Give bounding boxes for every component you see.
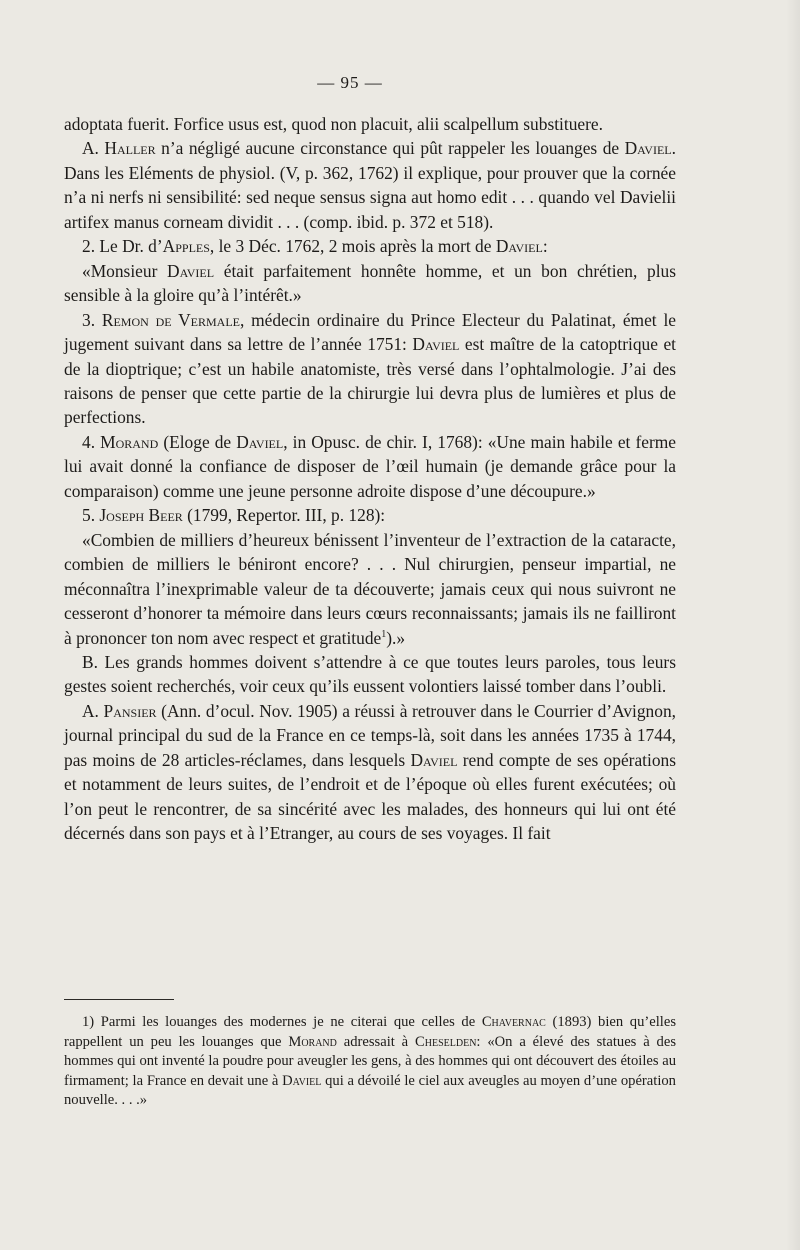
author-name: Chavernac bbox=[481, 1014, 546, 1030]
text-run: qui a dévoilé le ciel aux aveugles au moyen d’une opération nouvelle. . . .» bbox=[64, 1072, 676, 1108]
author-name: Cheselden bbox=[415, 1033, 477, 1050]
text-run: (Eloge de bbox=[158, 431, 237, 452]
text-run: rend compte de ses opérations et notamment de leurs suites, de l’endroit et de l’époque où elles furent exécutées; où l’on peut le rencontrer, de sa sincérité avec les malades, des honneurs qui lui ont été décernés dans son pays et à l’Etranger, au cours de ses voyages. Il fait bbox=[64, 749, 676, 844]
footnote-divider bbox=[64, 999, 174, 1000]
text-run: «Monsieur bbox=[82, 260, 168, 281]
text-run: «Combien de milliers d’heureux bénissent l’inventeur de l’extraction de la cataracte, combien de milliers le béniront encore? . . . Nul chirurgien, penseur impartial, ne méconnaîtra l’inexprimable valeur de ta découverte; jamais ceux qui nous suivront ne cesseront d’honorer ta mémoire dans leurs cœurs reconnaissants; jamais ils ne failliront à prononcer ton nom avec respect et gratitude bbox=[64, 529, 676, 648]
author-name: Remon de Vermale bbox=[101, 309, 240, 330]
author-name: Apples bbox=[162, 236, 210, 257]
author-name: Joseph Beer bbox=[99, 505, 183, 526]
paragraph bbox=[64, 136, 676, 234]
text-run: A. bbox=[82, 700, 104, 721]
text-run: A. bbox=[82, 138, 105, 159]
author-name: Morand bbox=[288, 1033, 337, 1050]
text-run: . Dans les Eléments de physiol. (V, p. 362, 1762) il explique, pour prouver que la cornée n’a ni nerfs ni sensibilité: sed neque sensus signa aut homo edit . . . quando vel Davielii artifex manus corneam dividit . . . (comp. ibid. p. 372 et 518). bbox=[64, 138, 676, 232]
author-name: Daviel bbox=[412, 334, 460, 355]
author-name: Daviel bbox=[624, 138, 672, 159]
text-run: adoptata fuerit. Forfice usus est, quod non placuit, alii scalpellum substituere. bbox=[64, 114, 603, 134]
paragraph bbox=[64, 308, 676, 430]
body-text bbox=[64, 112, 676, 846]
paragraph bbox=[64, 430, 676, 503]
text-run: adressait à bbox=[336, 1033, 416, 1050]
text-run: 2. Le Dr. d’ bbox=[82, 236, 163, 257]
text-run: (Ann. d’ocul. Nov. 1905) a réussi à retrouver dans le Courrier d’Avignon, journal principal du sud de la France en ce temps-là, soit dans les années 1735 à 1744, pas moins de 28 articles-réclames, dans lesquels bbox=[64, 700, 676, 770]
text-run: ).» bbox=[386, 627, 406, 648]
author-name: Daviel bbox=[167, 260, 215, 281]
text-run: n’a négligé aucune circonstance qui pût rappeler les louanges de bbox=[155, 138, 625, 159]
text-run: (1893) bien qu’elles rappellent un peu les louanges que bbox=[64, 1014, 676, 1050]
text-run: (1799, Repertor. III, p. 128): bbox=[182, 505, 386, 526]
text-run: était parfaitement honnête homme, et un bon chrétien, plus sensible à la gloire qu’à l’intérêt.» bbox=[64, 260, 676, 306]
paragraph bbox=[64, 112, 676, 136]
paragraph bbox=[64, 699, 676, 846]
author-name: Daviel bbox=[410, 749, 458, 770]
paragraph bbox=[64, 650, 676, 699]
paragraph bbox=[64, 503, 676, 527]
text-run: 1) Parmi les louanges des modernes je ne citerai que celles de bbox=[82, 1014, 482, 1030]
text-run: 4. bbox=[82, 431, 101, 452]
scan-edge-shadow bbox=[786, 0, 800, 1250]
text-run: , in Opusc. de chir. I, 1768): «Une main habile et ferme lui avait donné la confiance de disposer de l’œil humain (je demande grâce pour la comparaison) comme une jeune personne adroite dispose d’une découpure.» bbox=[64, 431, 677, 501]
paragraph bbox=[64, 234, 676, 258]
paragraph bbox=[64, 259, 676, 308]
author-name: Daviel bbox=[495, 236, 543, 257]
author-name: Morand bbox=[100, 431, 159, 452]
text-run: : bbox=[542, 236, 548, 257]
text-run: : «On a élevé des statues à des hommes qui ont inventé la poudre pour aveugler les gens, à des hommes qui ont découvert des étoiles au firmament; la France en devait une à bbox=[64, 1033, 677, 1089]
footnote-marker: 1 bbox=[381, 628, 387, 640]
author-name: Daviel bbox=[282, 1072, 322, 1089]
text-run: , médecin ordinaire du Prince Electeur du Palatinat, émet le jugement suivant dans sa lettre de l’année 1751: bbox=[64, 309, 676, 355]
page-number: — 95 — bbox=[317, 73, 383, 92]
text-run: 3. bbox=[82, 309, 102, 330]
paragraph bbox=[64, 528, 676, 650]
author-name: Haller bbox=[104, 138, 156, 159]
footnote-text bbox=[64, 1013, 676, 1111]
footnote bbox=[64, 1013, 676, 1111]
text-run: , le 3 Déc. 1762, 2 mois après la mort de bbox=[209, 236, 496, 257]
author-name: Daviel bbox=[236, 431, 284, 452]
author-name: Pansier bbox=[103, 700, 157, 721]
text-run: 5. bbox=[82, 505, 100, 526]
text-run: est maître de la catoptrique et de la dioptrique; c’est un habile anatomiste, très versé dans l’ophtalmologie. J’ai des raisons de penser que cette partie de la chirurgie lui devra plus de lumières et plus de perfections. bbox=[64, 334, 676, 428]
text-run: B. Les grands hommes doivent s’attendre à ce que toutes leurs paroles, tous leurs gestes soient recherchés, voir ceux qu’ils eussent volontiers laissé tomber dans l’oubli. bbox=[64, 651, 676, 697]
